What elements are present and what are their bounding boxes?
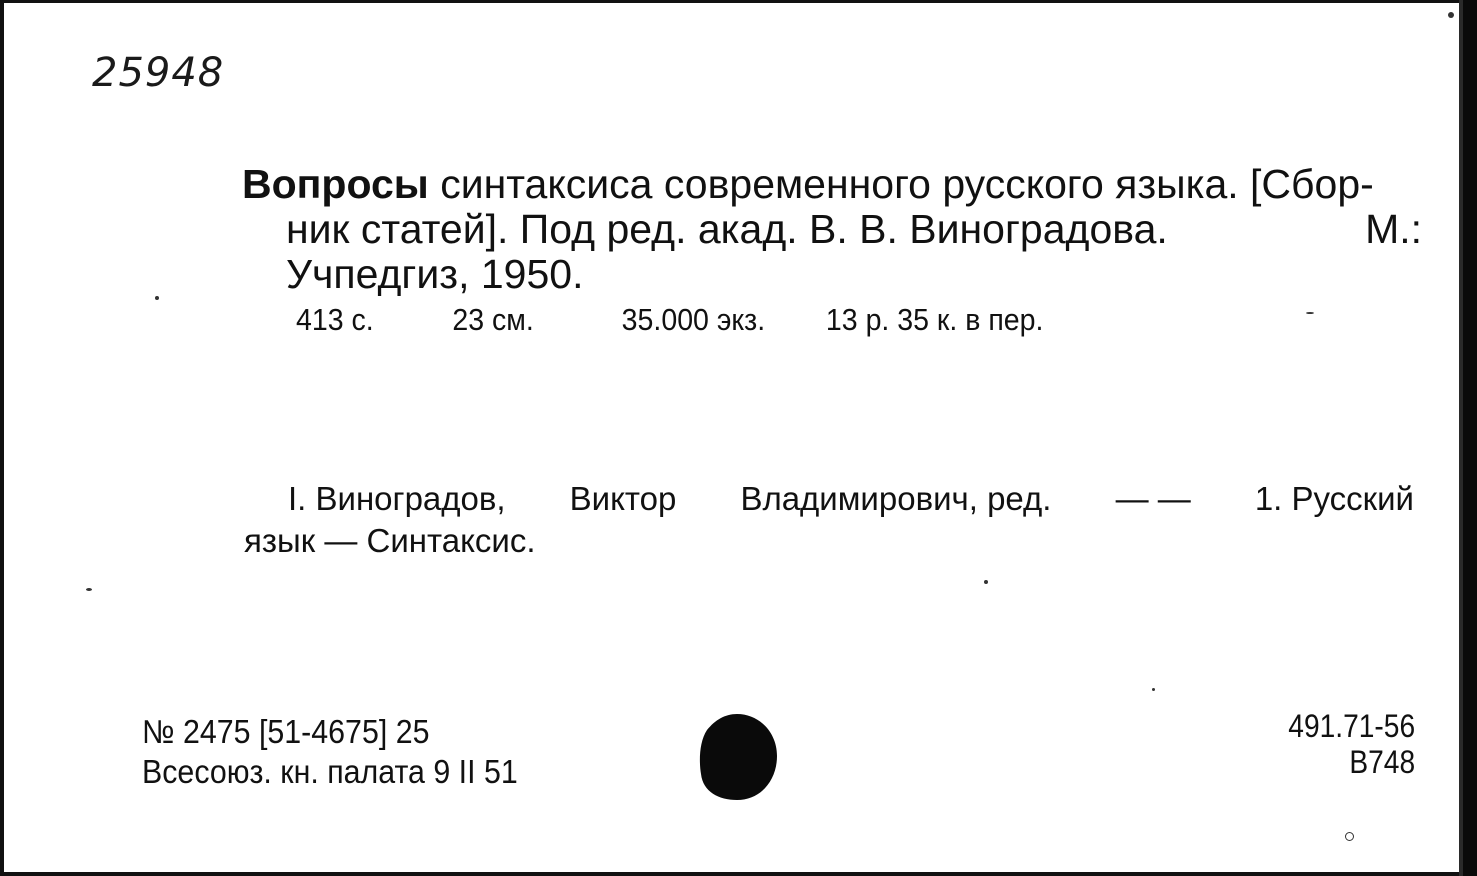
registration-number: № 2475 [51-4675] 25 — [142, 713, 430, 750]
page-count: 413 с. — [296, 302, 374, 337]
ink-speck — [984, 580, 988, 584]
tracing-line-1 — [244, 478, 1414, 520]
ink-speck — [1306, 312, 1314, 314]
footer-registration — [142, 712, 518, 792]
title-first-word: Вопросы — [242, 161, 429, 207]
ink-speck — [155, 296, 159, 300]
ink-speck — [1345, 832, 1354, 841]
ink-speck — [1152, 688, 1155, 691]
tracings-block — [244, 478, 1414, 562]
title-line-2-left: ник статей]. Под ред. акад. В. В. Виноградова. — [286, 206, 1168, 252]
punch-hole — [697, 712, 779, 802]
ink-speck — [1448, 12, 1454, 18]
handwritten-accession-number: 25948 — [92, 50, 225, 96]
tracing-part: — — — [1115, 480, 1191, 517]
tracing-part: Владимирович, ред. — [740, 480, 1052, 517]
ink-speck — [86, 588, 92, 591]
tracing-part: 1. Русский — [1254, 480, 1414, 517]
title-line-3: Учпедгиз, 1950. — [286, 251, 584, 297]
title-line-1-rest: синтаксиса современного русского языка. [Сбор- — [428, 161, 1374, 207]
tracing-part: I. Виноградов, — [288, 480, 506, 517]
publication-place: М.: — [1365, 206, 1422, 252]
collation-line — [296, 302, 1043, 338]
print-run: 35.000 экз. — [621, 302, 766, 337]
title-line-1 — [242, 162, 1422, 207]
title-block — [242, 162, 1422, 297]
card-edge — [1463, 0, 1477, 876]
price: 13 р. 35 к. в пер. — [825, 302, 1044, 337]
book-chamber-line: Всесоюз. кн. палата 9 II 51 — [142, 753, 518, 790]
book-size: 23 см. — [452, 302, 534, 337]
tracing-line-2: язык — Синтаксис. — [244, 522, 536, 559]
footer-classification — [1288, 708, 1415, 780]
classification-number: 491.71-56 — [1288, 708, 1415, 744]
tracing-part: Виктор — [569, 480, 677, 517]
title-line-2 — [242, 207, 1422, 252]
author-mark: В748 — [1349, 744, 1415, 780]
